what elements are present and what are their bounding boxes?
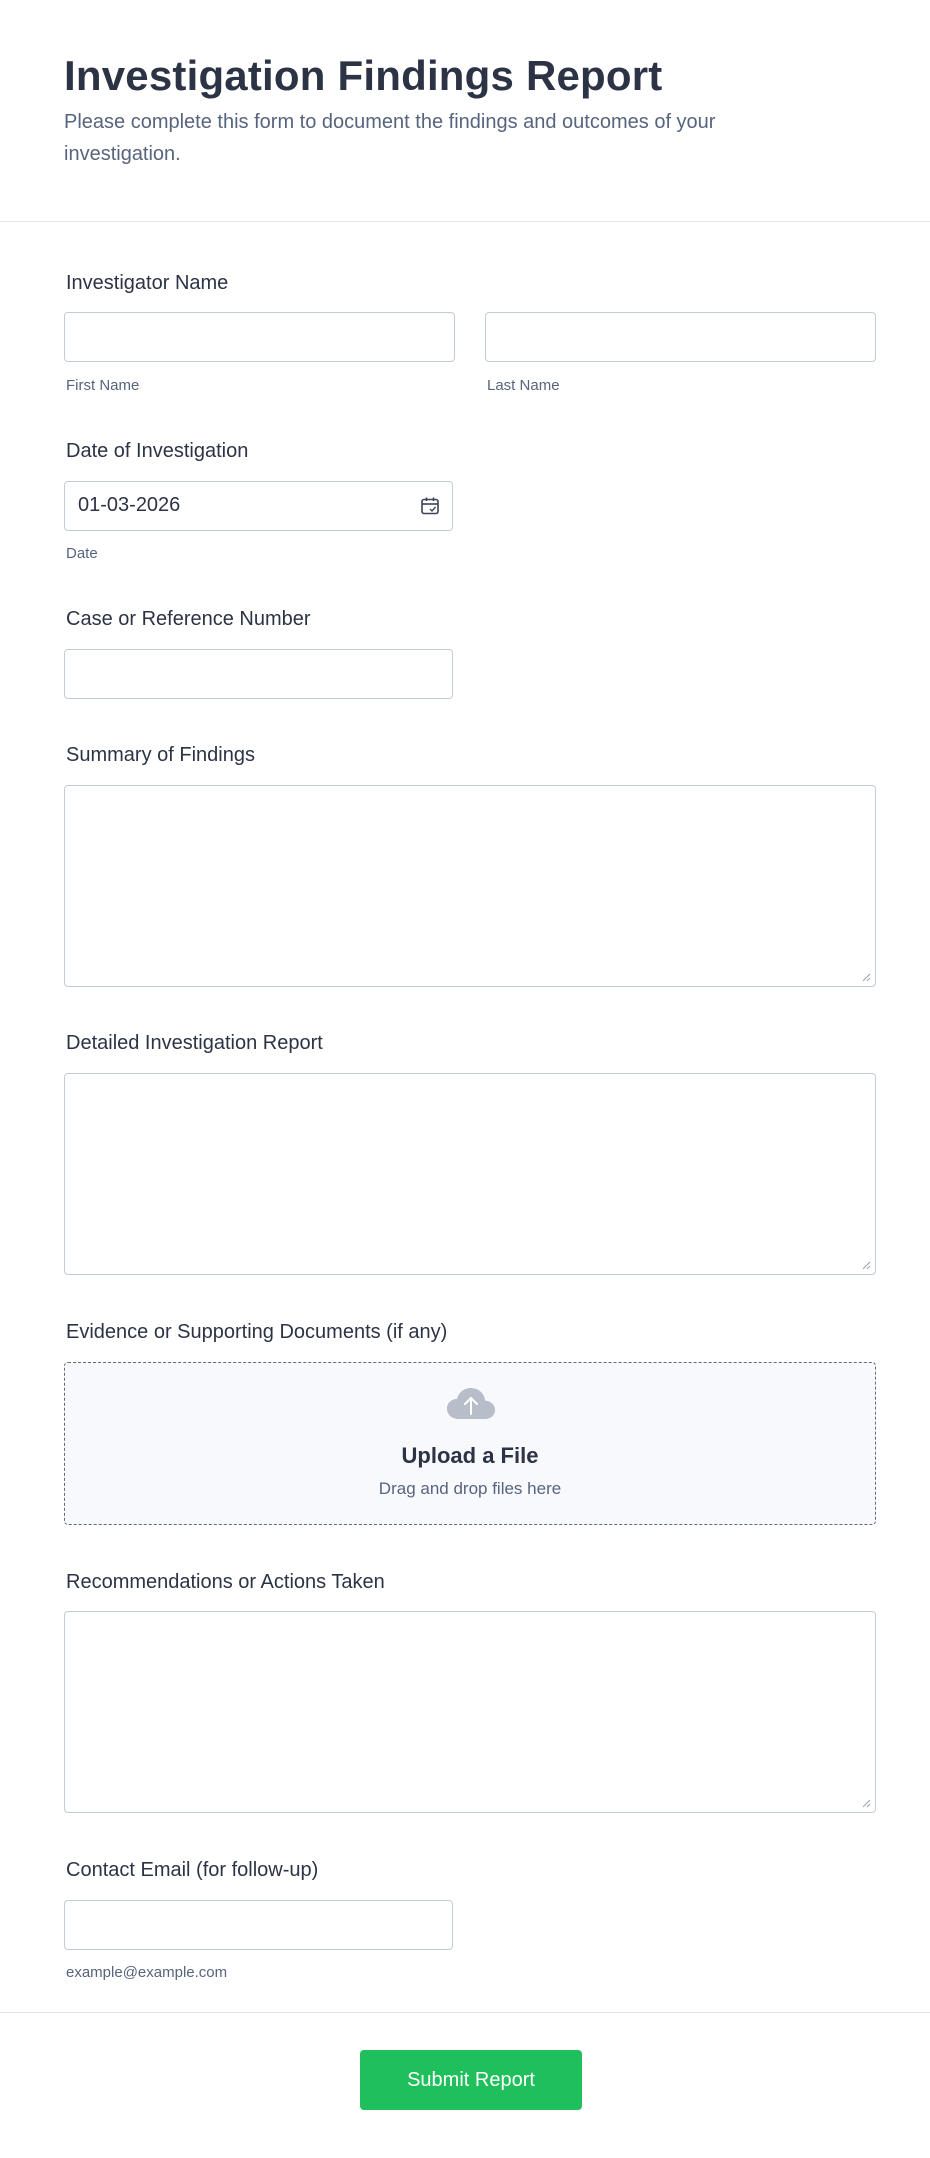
case-number-label: Case or Reference Number [66,608,311,630]
first-name-input[interactable] [64,312,455,362]
date-input[interactable] [64,481,453,531]
contact-email-input[interactable] [64,1900,453,1950]
date-sublabel: Date [66,545,98,562]
resize-grip-icon[interactable] [861,1260,871,1270]
summary-label: Summary of Findings [66,744,255,766]
submit-report-button[interactable]: Submit Report [360,2050,582,2110]
evidence-label: Evidence or Supporting Documents (if any) [66,1321,448,1343]
contact-email-label: Contact Email (for follow-up) [66,1859,319,1881]
investigator-name-label: Investigator Name [66,272,229,294]
detailed-report-label: Detailed Investigation Report [66,1032,323,1054]
upload-hint: Drag and drop files here [378,1479,562,1498]
first-name-sublabel: First Name [66,377,140,394]
resize-grip-icon[interactable] [861,972,871,982]
last-name-input[interactable] [485,312,876,362]
recommendations-label: Recommendations or Actions Taken [66,1571,385,1593]
summary-textarea[interactable] [64,785,876,987]
page-title: Investigation Findings Report [64,52,663,99]
page-subtitle: Please complete this form to document the findings and outcomes of your investigation. [64,111,716,165]
recommendations-textarea[interactable] [64,1611,876,1813]
detailed-report-textarea[interactable] [64,1073,876,1275]
date-label: Date of Investigation [66,440,249,462]
calendar-icon[interactable] [420,496,440,516]
footer-divider [0,2012,930,2013]
last-name-sublabel: Last Name [487,377,560,394]
resize-grip-icon[interactable] [861,1798,871,1808]
form-header [0,0,930,222]
file-upload-dropzone[interactable] [64,1362,876,1525]
cloud-upload-icon [446,1387,496,1421]
date-value: 01-03-2026 [78,494,181,516]
upload-title: Upload a File [401,1443,539,1468]
case-number-input[interactable] [64,649,453,699]
contact-email-sublabel: example@example.com [66,1964,228,1981]
